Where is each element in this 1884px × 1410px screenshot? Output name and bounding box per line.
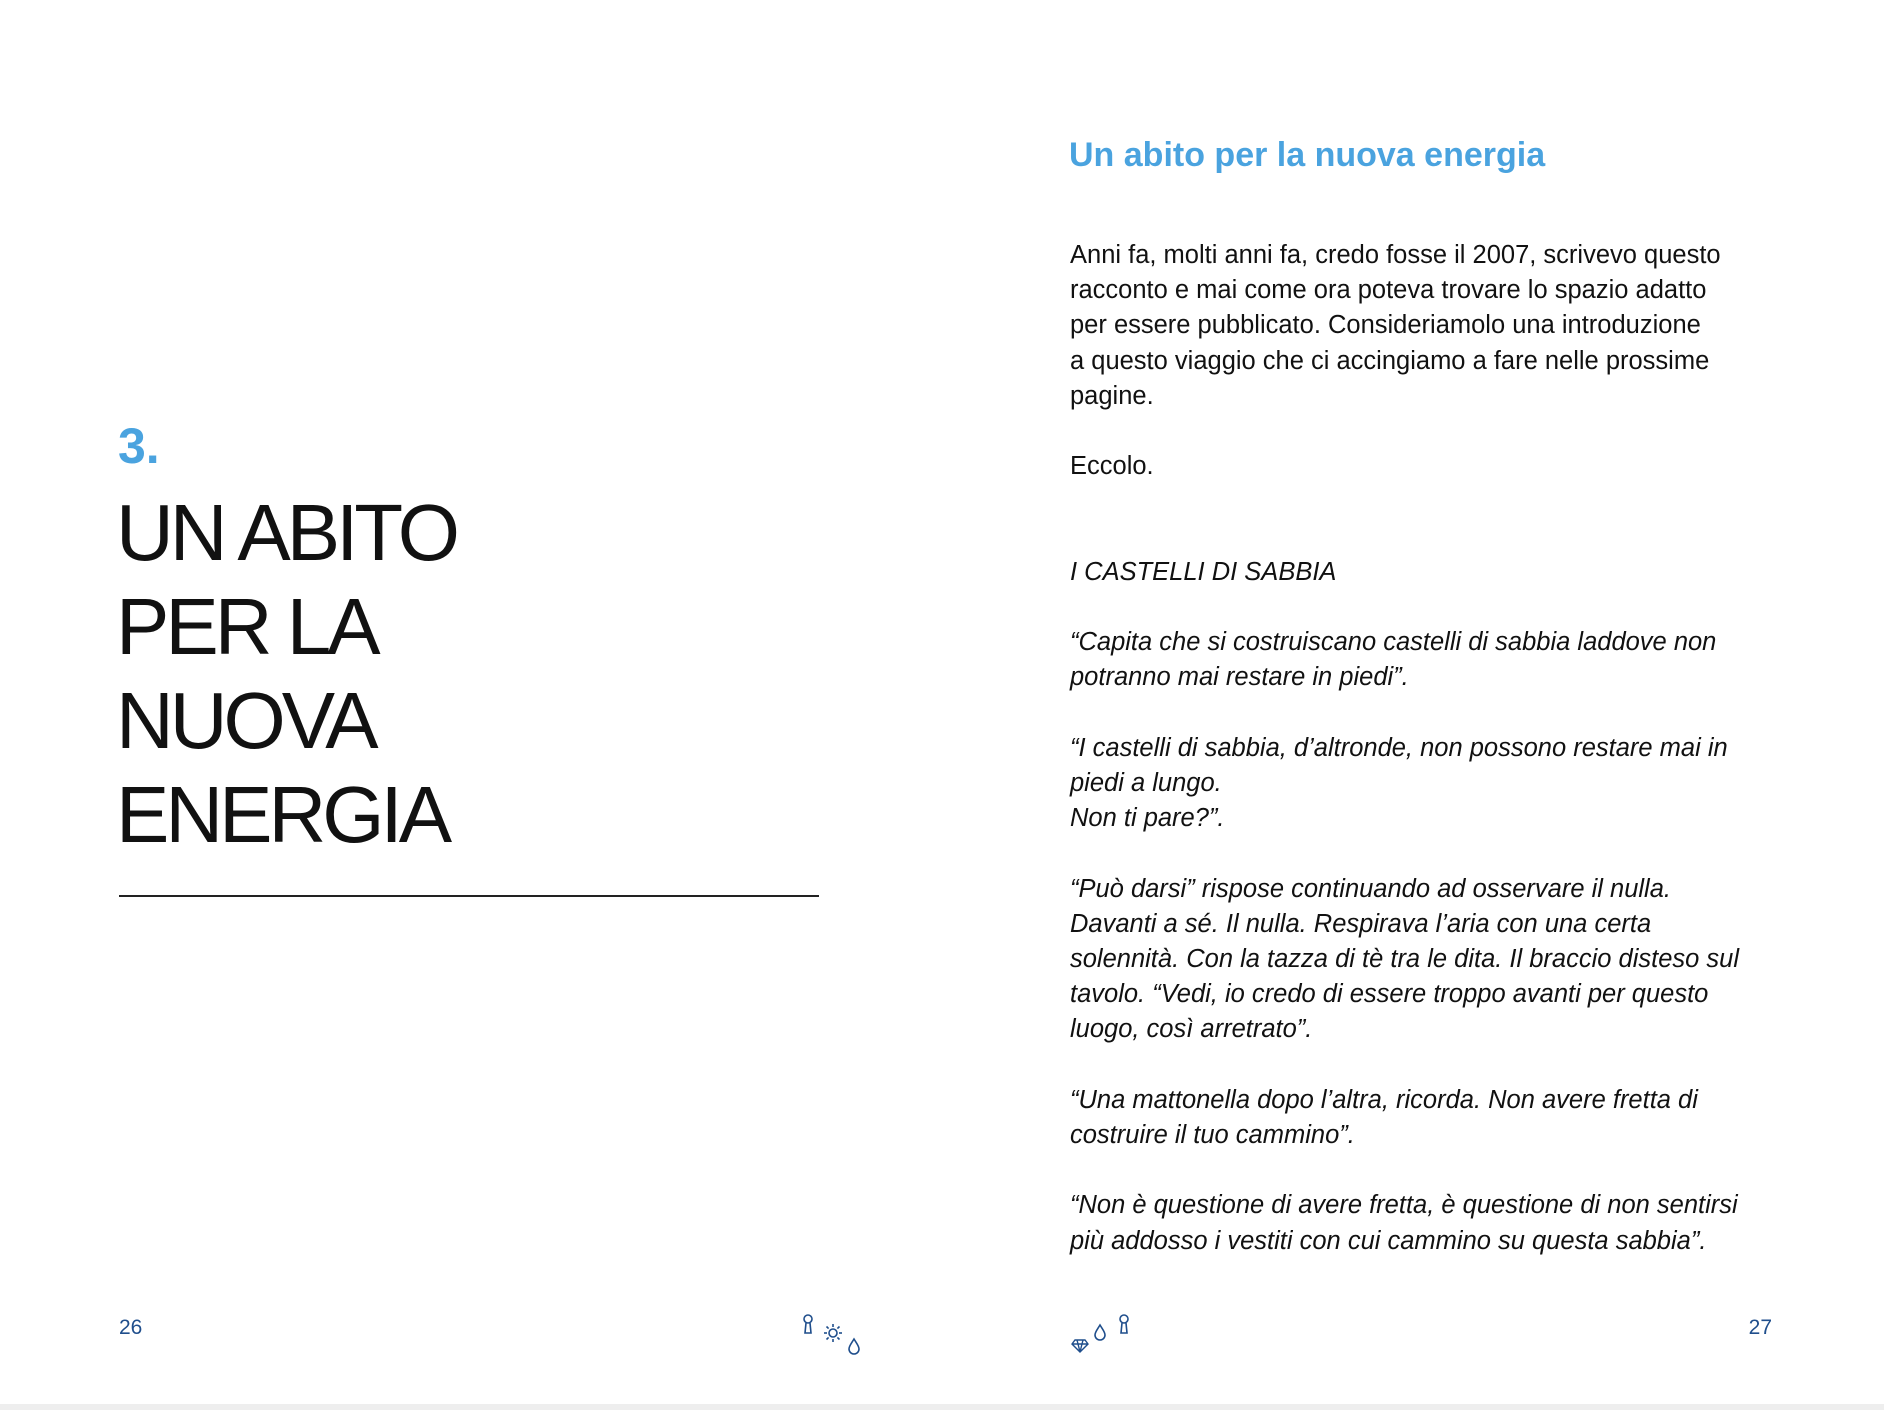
intro-paragraph [1070,238,1770,414]
chapter-title-line: UN ABITO [116,488,456,577]
body-text [1070,238,1770,1294]
chapter-number: 3. [118,418,160,474]
text-line: “Una mattonella dopo l’altra, ricorda. Non avere fretta di [1070,1085,1698,1114]
text-line: pagine. [1070,381,1154,410]
text-line: tavolo. “Vedi, io credo di essere troppo avanti per questo [1070,980,1709,1009]
text-line: potranno mai restare in piedi”. [1070,663,1409,692]
drop-icon [1093,1323,1111,1345]
keyhole-icon [801,1313,819,1335]
chapter-title-line: ENERGIA [116,770,449,859]
quote-paragraph [1070,1188,1770,1258]
text-line: “I castelli di sabbia, d’altronde, non possono restare mai in [1070,733,1728,762]
keyhole-icon [1117,1313,1135,1335]
text-line: “Non è questione di avere fretta, è questione di non sentirsi [1070,1191,1738,1220]
text-line: Non ti pare?”. [1070,804,1225,833]
quote-paragraph [1070,625,1770,695]
text-line: a questo viaggio che ci accingiamo a fare nelle prossime [1070,346,1710,375]
chapter-title-line: PER LA [116,582,377,671]
text-line: piedi a lungo. [1070,768,1222,797]
sun-icon [823,1323,841,1345]
quote-paragraph [1070,872,1770,1048]
page-number-left: 26 [119,1316,143,1339]
text-line: Anni fa, molti anni fa, credo fosse il 2007, scrivevo questo [1070,241,1721,269]
text-line: “Può darsi” rispose continuando ad osservare il nulla. [1070,874,1671,903]
eccolo-paragraph: Eccolo. [1070,452,1154,481]
quote-paragraph [1070,731,1770,837]
text-line: racconto e mai come ora poteva trovare lo spazio adatto [1070,276,1707,305]
chapter-title [116,486,456,862]
page-number-right: 27 [1748,1316,1772,1339]
text-line: per essere pubblicato. Consideriamolo una introduzione [1070,311,1701,340]
text-line: Davanti a sé. Il nulla. Respirava l’aria con una certa [1070,909,1652,938]
quote-paragraph [1070,1083,1770,1153]
story-title: I CASTELLI DI SABBIA [1070,557,1337,586]
section-heading: Un abito per la nuova energia [1069,136,1546,174]
viewer-bottom-edge [0,1404,1884,1410]
text-line: “Capita che si costruiscano castelli di sabbia laddove non [1070,628,1717,657]
chapter-title-line: NUOVA [116,676,375,765]
text-line: luogo, così arretrato”. [1070,1015,1313,1044]
text-line: costruire il tuo cammino”. [1070,1120,1355,1149]
text-line: solennità. Con la tazza di tè tra le dita. Il braccio disteso sul [1070,944,1740,973]
right-page [942,0,1884,1410]
chapter-divider [119,895,819,897]
text-line: più addosso i vestiti con cui cammino su questa sabbia”. [1070,1226,1707,1255]
drop-icon [847,1337,865,1359]
diamond-icon [1071,1339,1089,1361]
